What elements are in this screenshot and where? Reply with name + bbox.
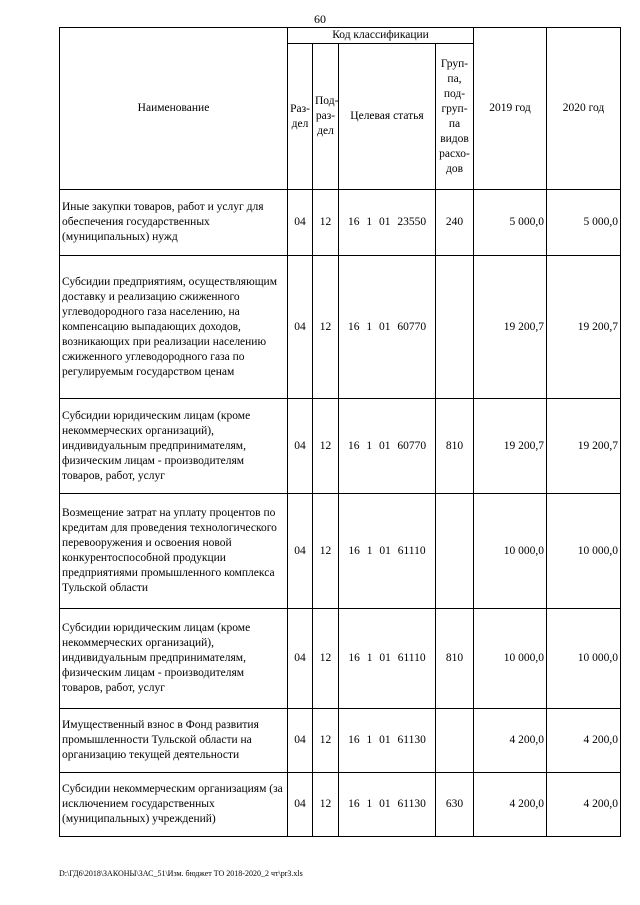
row-group: 810: [436, 399, 474, 494]
row-value-2019: 4 200,0: [474, 773, 547, 837]
row-section: 04: [288, 399, 313, 494]
header-target-article: Целевая статья: [339, 44, 436, 190]
row-value-2020: 19 200,7: [547, 399, 621, 494]
row-name: Субсидии предприятиям, осуществляющим доставку и реализацию сжиженного углеводородного газа населению, на компенсацию выпадающих доходов, возникающих при реализации населению сжиженного углеводородного газа по регулируемым государством ценам: [60, 256, 288, 399]
row-value-2019: 19 200,7: [474, 256, 547, 399]
row-target: 16 1 01 61110: [339, 609, 436, 709]
row-group: 630: [436, 773, 474, 837]
row-name: Иные закупки товаров, работ и услуг для обеспечения государственных (муниципальных) нужд: [60, 190, 288, 256]
row-section: 04: [288, 709, 313, 773]
table-row: [60, 190, 621, 256]
row-subsection: 12: [313, 399, 339, 494]
row-value-2019: 5 000,0: [474, 190, 547, 256]
row-group: [436, 256, 474, 399]
row-target: 16 1 01 61110: [339, 494, 436, 609]
row-name: Возмещение затрат на уплату процентов по кредитам для проведения технологического перевооружения и освоения новой конкурентоспособной продукции предприятиями промышленного комплекса Тульской области: [60, 494, 288, 609]
header-subsection: Под- раз- дел: [313, 44, 339, 190]
row-name: Субсидии юридическим лицам (кроме некоммерческих организаций), индивидуальным предпринимателям, физическим лицам - производителям товаров, работ, услуг: [60, 399, 288, 494]
row-value-2020: 10 000,0: [547, 494, 621, 609]
row-value-2020: 10 000,0: [547, 609, 621, 709]
row-target: 16 1 01 60770: [339, 399, 436, 494]
row-section: 04: [288, 609, 313, 709]
row-group: [436, 494, 474, 609]
row-subsection: 12: [313, 609, 339, 709]
row-value-2019: 4 200,0: [474, 709, 547, 773]
row-section: 04: [288, 773, 313, 837]
row-subsection: 12: [313, 256, 339, 399]
header-year-2020: 2020 год: [547, 28, 621, 190]
row-value-2020: 4 200,0: [547, 709, 621, 773]
table-row: [60, 609, 621, 709]
row-target: 16 1 01 23550: [339, 190, 436, 256]
row-name: Субсидии некоммерческим организациям (за исключением государственных (муниципальных) учреждений): [60, 773, 288, 837]
row-value-2019: 10 000,0: [474, 609, 547, 709]
row-value-2020: 19 200,7: [547, 256, 621, 399]
row-section: 04: [288, 494, 313, 609]
row-value-2020: 4 200,0: [547, 773, 621, 837]
row-group: [436, 709, 474, 773]
file-path-footer: D:\ГД6\2018\ЗАКОНЫ\ЗАС_51\Изм. бюджет ТО 2018-2020_2 чт\pr3.xls: [59, 869, 303, 878]
row-section: 04: [288, 256, 313, 399]
header-year-2019: 2019 год: [474, 28, 547, 190]
row-subsection: 12: [313, 494, 339, 609]
header-classification-code: Код классификации: [288, 28, 474, 44]
row-value-2020: 5 000,0: [547, 190, 621, 256]
row-target: 16 1 01 61130: [339, 709, 436, 773]
table-body: [60, 190, 621, 837]
row-target: 16 1 01 60770: [339, 256, 436, 399]
table-row: [60, 773, 621, 837]
table-header: [60, 28, 621, 190]
row-value-2019: 10 000,0: [474, 494, 547, 609]
row-value-2019: 19 200,7: [474, 399, 547, 494]
row-subsection: 12: [313, 709, 339, 773]
row-group: 810: [436, 609, 474, 709]
row-name: Имущественный взнос в Фонд развития промышленности Тульской области на организацию текущей деятельности: [60, 709, 288, 773]
header-name: Наименование: [60, 28, 288, 190]
row-group: 240: [436, 190, 474, 256]
table-row: [60, 256, 621, 399]
table-row: [60, 709, 621, 773]
table-row: [60, 494, 621, 609]
budget-table: [59, 27, 621, 837]
row-section: 04: [288, 190, 313, 256]
row-name: Субсидии юридическим лицам (кроме некоммерческих организаций), индивидуальным предпринимателям, физическим лицам - производителям товаров, работ, услуг: [60, 609, 288, 709]
table-row: [60, 399, 621, 494]
header-section: Раз- дел: [288, 44, 313, 190]
row-subsection: 12: [313, 773, 339, 837]
header-expense-group: Груп- па, под- груп- па видов расхо- дов: [436, 44, 474, 190]
page-number: 60: [314, 12, 326, 26]
row-subsection: 12: [313, 190, 339, 256]
row-target: 16 1 01 61130: [339, 773, 436, 837]
